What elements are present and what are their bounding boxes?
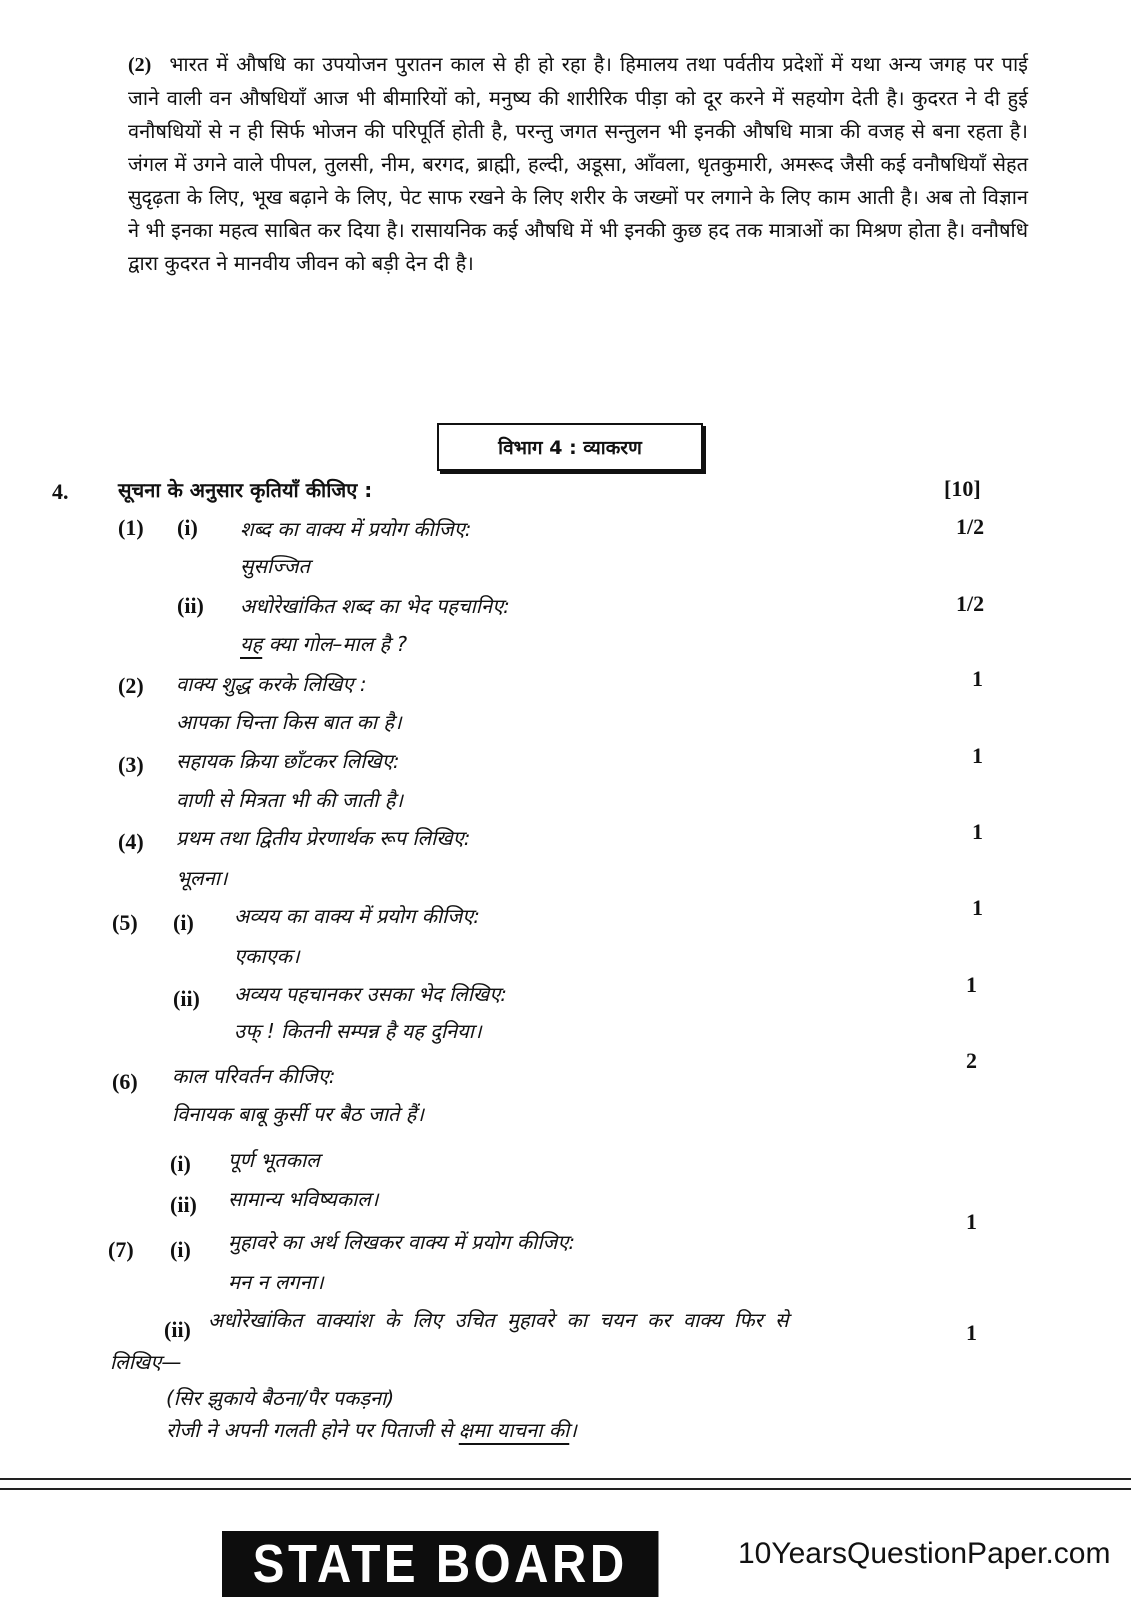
q3-number: (3) (118, 752, 144, 777)
question-marks: [10] (944, 476, 981, 501)
question-instruction: सूचना के अनुसार कृतियाँ कीजिए : (118, 478, 373, 502)
q7-ii-text-cont: लिखिए— (110, 1350, 182, 1374)
q2-number: (2) (118, 673, 144, 698)
q7-i-label: (i) (170, 1237, 191, 1262)
q3-line: वाणी से मित्रता भी की जाती है। (176, 788, 403, 812)
q4-line: भूलना। (176, 866, 228, 890)
q7-ii-sentence (166, 1416, 577, 1443)
q7-ii-sentence-end: । (569, 1418, 577, 1442)
q7-i-word: मन न लगना। (228, 1270, 324, 1294)
q1-ii-text: अधोरेखांकित शब्द का भेद पहचानिए: (240, 594, 510, 618)
q7-ii-underlined-phrase: क्षमा याचना की (458, 1418, 570, 1442)
q4-text: प्रथम तथा द्वितीय प्रेरणार्थक रूप लिखिए: (176, 826, 471, 850)
q1-ii-sentence (240, 630, 407, 657)
q6-ii-label: (ii) (170, 1192, 197, 1217)
footer-rule-2 (0, 1488, 1131, 1490)
q1-ii-sentence-rest: क्या गोल–माल है ? (262, 632, 408, 656)
q1-ii-label: (ii) (177, 593, 204, 618)
site-watermark: 10YearsQuestionPaper.com (738, 1537, 1111, 1570)
q5-ii-word: उफ् ! कितनी सम्पन्न है यह दुनिया। (234, 1019, 482, 1043)
q7-number: (7) (108, 1237, 134, 1262)
q6-number: (6) (112, 1069, 138, 1094)
q4-marks: 1 (972, 819, 983, 844)
section-title: विभाग 4 : व्याकरण (437, 423, 703, 471)
passage-number: (2) (128, 54, 152, 76)
q1-ii-underlined-word: यह (240, 632, 263, 656)
passage (128, 48, 1028, 280)
q6-line: विनायक बाबू कुर्सी पर बैठ जाते हैं। (172, 1102, 424, 1126)
q1-i-label: (i) (177, 515, 198, 540)
q7-i-text: मुहावरे का अर्थ लिखकर वाक्य में प्रयोग कीजिए: (228, 1230, 576, 1254)
q2-line: आपका चिन्ता किस बात का है। (176, 710, 402, 734)
q2-marks: 1 (972, 666, 983, 691)
q5-number: (5) (112, 910, 138, 935)
q2-text: वाक्य शुद्ध करके लिखिए : (176, 672, 367, 696)
question-number: 4. (52, 479, 69, 504)
q6-text: काल परिवर्तन कीजिए: (172, 1064, 336, 1088)
q7-ii-label: (ii) (164, 1317, 191, 1342)
q5-i-word: एकाएक। (234, 944, 300, 968)
q5-i-text: अव्यय का वाक्य में प्रयोग कीजिए: (234, 904, 480, 928)
q7-ii-options: (सिर झुकाये बैठना/पैर पकड़ना) (166, 1386, 395, 1410)
q6-marks: 2 (966, 1048, 977, 1073)
q1-i-text: शब्द का वाक्य में प्रयोग कीजिए: (240, 517, 472, 541)
q5-i-marks: 1 (972, 895, 983, 920)
state-board-banner: STATE BOARD (222, 1531, 658, 1597)
q5-ii-label: (ii) (173, 986, 200, 1011)
q7-ii-sentence-start: रोजी ने अपनी गलती होने पर पिताजी से (166, 1418, 459, 1442)
q3-text: सहायक क्रिया छाँटकर लिखिए: (176, 749, 400, 773)
q6-i-text: पूर्ण भूतकाल (228, 1148, 320, 1172)
passage-text: भारत में औषधि का उपयोजन पुरातन काल से ही हो रहा है। हिमालय तथा पर्वतीय प्रदेशों में यथा अन्य जगह पर पाई जाने वाली वन औषधियाँ आज भी बीमारियों को, मनुष्य की शारीरिक पीड़ा को दूर करने में सहयोग देती है। कुदरत ने दी हुई वनौषधियों से न ही सिर्फ भोजन की परिपूर्ति होती है, परन्तु जगत सन्तुलन भी इनकी औषधि मात्रा की वजह से बना रहता है। जंगल में उगने वाले पीपल, तुलसी, नीम, बरगद, ब्राह्मी, हल्दी, अडूसा, आँवला, धृतकुमारी, अमरूद जैसी कई वनौषधियाँ सेहत सुदृढ़ता के लिए, भूख बढ़ाने के लिए, पेट साफ रखने के लिए शरीर के जख्मों पर लगाने के लिए काम आती है। अब तो विज्ञान ने भी इनका महत्व साबित कर दिया है। रासायनिक कई औषधि में भी इनकी कुछ हद तक मात्राओं का मिश्रण होता है। वनौषधि द्वारा कुदरत ने मानवीय जीवन को बड़ी देन दी है। (128, 52, 1028, 275)
footer-rule (0, 1478, 1131, 1480)
q5-i-label: (i) (173, 910, 194, 935)
q1-ii-marks: 1/2 (956, 591, 985, 616)
q6-i-label: (i) (170, 1151, 191, 1176)
q7-i-marks: 1 (966, 1209, 977, 1234)
q1-i-word: सुसज्जित (240, 554, 310, 578)
q6-ii-text: सामान्य भविष्यकाल। (228, 1187, 379, 1211)
q4-number: (4) (118, 829, 144, 854)
q5-ii-marks: 1 (966, 972, 977, 997)
q1-number: (1) (118, 515, 144, 540)
q3-marks: 1 (972, 743, 983, 768)
q1-i-marks: 1/2 (956, 514, 985, 539)
q5-ii-text: अव्यय पहचानकर उसका भेद लिखिए: (234, 982, 508, 1006)
q7-ii-marks: 1 (966, 1320, 977, 1345)
q7-ii-text: अधोरेखांकित वाक्यांश के लिए उचित मुहावरे का चयन कर वाक्य फिर से (208, 1308, 789, 1332)
